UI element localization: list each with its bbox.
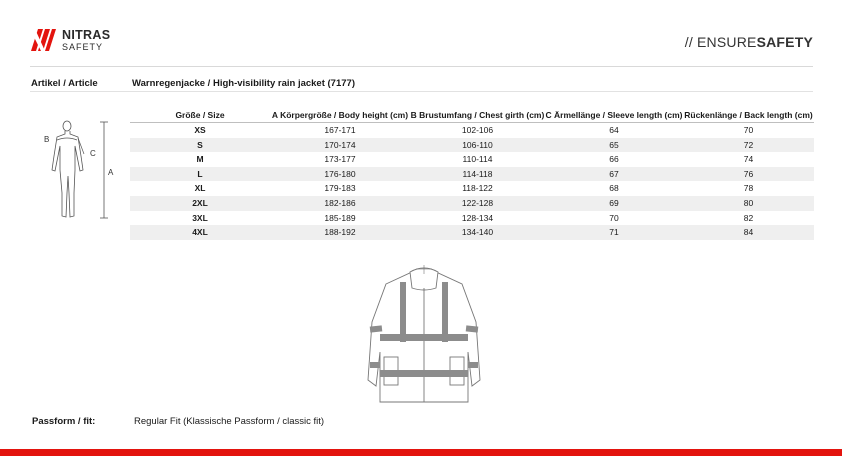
cell-chest-girth: 118-122	[462, 183, 493, 194]
cell-chest-girth: 110-114	[462, 154, 493, 165]
cell-chest-girth: 106-110	[462, 139, 493, 150]
header-back-length: Rückenlänge / Back length (cm)	[684, 110, 813, 120]
header-body-height: A Körpergröße / Body height (cm)	[271, 110, 409, 120]
rain-jacket-icon	[356, 262, 492, 412]
article-label: Artikel / Article	[31, 78, 98, 89]
table-row	[130, 167, 814, 182]
jacket-illustration	[356, 262, 492, 412]
cell-body-height: 188-192	[324, 227, 356, 238]
cell-size: 3XL	[192, 212, 208, 223]
header-size: Größe / Size	[175, 110, 225, 120]
table-row	[130, 123, 814, 138]
fit-label: Passform / fit:	[32, 416, 96, 427]
cell-back-length: 72	[743, 139, 754, 150]
cell-sleeve-length: 65	[609, 139, 619, 150]
table-row	[130, 181, 814, 196]
cell-body-height: 176-180	[324, 168, 356, 179]
label-a: A	[108, 168, 114, 177]
cell-body-height: 179-183	[324, 183, 356, 194]
cell-sleeve-length: 71	[609, 227, 619, 238]
ensure-safety-tagline	[685, 34, 813, 50]
article-value: Warnregenjacke / High-visibility rain jacket (7177)	[132, 78, 355, 89]
cell-back-length: 84	[743, 227, 754, 238]
fit-value: Regular Fit (Klassische Passform / classic fit)	[134, 416, 325, 427]
cell-size: L	[197, 168, 203, 179]
table-row	[130, 225, 814, 240]
cell-body-height: 185-189	[324, 212, 356, 223]
article-divider	[30, 91, 813, 92]
label-c: C	[90, 149, 96, 158]
table-row	[130, 196, 814, 211]
cell-back-length: 78	[743, 183, 754, 194]
cell-back-length: 70	[743, 125, 754, 135]
cell-size: S	[197, 139, 203, 150]
header-sleeve-length: C Ärmellänge / Sleeve length (cm)	[545, 110, 683, 120]
cell-chest-girth: 122-128	[461, 197, 494, 208]
cell-sleeve-length: 64	[609, 125, 619, 135]
cell-sleeve-length: 67	[609, 168, 619, 179]
table-header-row	[130, 108, 814, 123]
cell-back-length: 74	[743, 154, 754, 165]
footer-red-bar	[0, 449, 842, 456]
cell-sleeve-length: 66	[609, 154, 619, 165]
table-row	[130, 211, 814, 226]
nitras-logo-icon	[29, 27, 57, 53]
cell-size: 2XL	[192, 197, 208, 208]
cell-body-height: 173-177	[324, 154, 356, 165]
table-row	[130, 138, 814, 153]
label-b: B	[44, 135, 50, 144]
nitras-safety-logo	[29, 27, 119, 55]
body-measurement-figure	[40, 118, 120, 228]
cell-sleeve-length: 68	[609, 183, 619, 194]
cell-back-length: 76	[743, 168, 754, 179]
cell-chest-girth: 102-106	[461, 125, 494, 135]
size-table	[130, 108, 814, 240]
cell-body-height: 167-171	[324, 125, 356, 135]
brand-name: NITRAS	[62, 28, 111, 42]
cell-back-length: 82	[743, 212, 754, 223]
header-chest-girth: B Brustumfang / Chest girth (cm)	[410, 110, 545, 120]
cell-chest-girth: 128-134	[461, 212, 494, 223]
tagline-prefix: // ENSURE	[684, 34, 757, 50]
cell-back-length: 80	[743, 197, 754, 208]
cell-size: M	[196, 154, 204, 165]
cell-body-height: 170-174	[324, 139, 356, 150]
tagline-bold: SAFETY	[756, 34, 813, 50]
cell-size: XS	[194, 125, 206, 135]
cell-chest-girth: 134-140	[461, 227, 494, 238]
cell-sleeve-length: 70	[609, 212, 619, 223]
brand-sub: SAFETY	[62, 42, 104, 52]
cell-body-height: 182-186	[324, 197, 356, 208]
table-row	[130, 152, 814, 167]
cell-size: XL	[194, 183, 206, 194]
cell-chest-girth: 114-118	[462, 168, 493, 179]
header-divider	[30, 66, 813, 67]
cell-size: 4XL	[192, 227, 208, 238]
cell-sleeve-length: 69	[609, 197, 619, 208]
